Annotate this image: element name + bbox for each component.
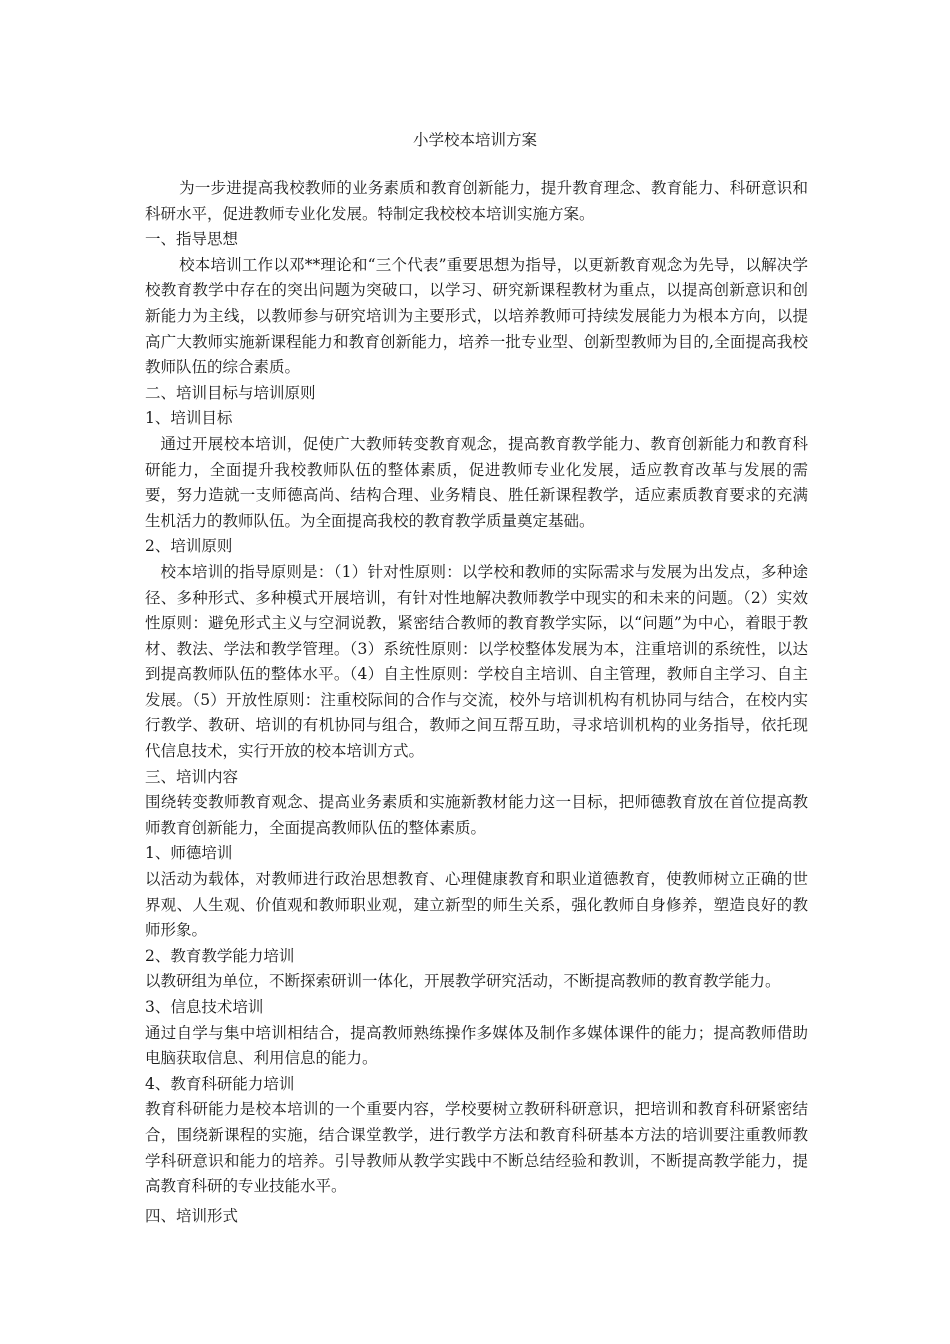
section-3-4-heading: 4、教育科研能力培训 [145,1074,295,1093]
section-3-4-text: 教育科研能力是校本培训的一个重要内容，学校要树立教研科研意识，把培训和教育科研紧密结合，围绕新课程的实施，结合课堂教学，进行教学方法和教育科研基本方法的培训要注重教师教学科研意识和能力的培养。引导教师从教学实践中不断总结经验和教训，不断提高教学能力，提高教育科研的专业技能水平。 [145,1100,808,1196]
section-2-2-heading: 2、培训原则 [145,537,233,556]
document-title: 小学校本培训方案 [412,131,537,149]
section-3-2-text: 以教研组为单位，不断探索研训一体化，开展教学研究活动，不断提高教师的教育教学能力。 [145,972,781,991]
section-3-3-text: 通过自学与集中培训相结合，提高教师熟练操作多媒体及制作多媒体课件的能力；提高教师借助电脑获取信息、利用信息的能力。 [145,1023,808,1068]
section-3-1-heading: 1、师德培训 [145,844,233,863]
intro-paragraph: 为一步进提高我校教师的业务素质和教育创新能力，提升教育理念、教育能力、科研意识和科研水平，促进教师专业化发展。特制定我校校本培训实施方案。 [145,179,808,223]
section-4-heading: 四、培训形式 [145,1206,239,1225]
section-2-1-heading: 1、培训目标 [145,409,233,428]
section-3-3-heading: 3、信息技术培训 [145,998,264,1016]
section-3-text: 围绕转变教师教育观念、提高业务素质和实施新教材能力这一目标，把师德教育放在首位提高教师教育创新能力，全面提高教师队伍的整体素质。 [145,793,808,837]
section-2-1-text: 通过开展校本培训，促使广大教师转变教育观念，提高教育教学能力、教育创新能力和教育科研能力，全面提升我校教师队伍的整体素质，促进教师专业化发展，适应教育改革与发展的需要，努力造就一支师德高尚、结构合理、业务精良、胜任新课程教学，适应素质教育要求的充满生机活力的教师队伍。为全面提高我校的教育教学质量奠定基础。 [145,434,808,530]
section-3-1-text: 以活动为载体，对教师进行政治思想教育、心理健康教育和职业道德教育，使教师树立正确的世界观、人生观、价值观和教师职业观，建立新型的师生关系，强化教师自身修养，塑造良好的教师形象。 [145,870,808,940]
section-1-text: 校本培训工作以邓**理论和“三个代表”重要思想为指导，以更新教育观念为先导，以解决学校教育教学中存在的突出问题为突破口，以学习、研究新课程教材为重点，以提高创新意识和创新能力为主线，以教师参与研究培训为主要形式，以培养教师可持续发展能力为根本方向，以提高广大教师实施新课程能力和教育创新能力，培养一批专业型、创新型教师为目的,全面提高我校教师队伍的综合素质。 [145,255,808,377]
section-3-heading: 三、培训内容 [145,767,239,786]
section-3-2-heading: 2、教育教学能力培训 [145,946,295,965]
section-2-heading: 二、培训目标与培训原则 [145,383,316,402]
section-1-heading: 一、指导思想 [145,230,239,249]
document-body [145,176,808,1229]
section-2-2-text: 校本培训的指导原则是：（1）针对性原则：以学校和教师的实际需求与发展为出发点，多种途径、多种形式、多种模式开展培训，有针对性地解决教师教学中现实的和未来的问题。（2）实效性原则：避免形式主义与空洞说教，紧密结合教师的教育教学实际，以“问题”为中心，着眼于教材、教法、学法和教学管理。（3）系统性原则：以学校整体发展为本，注重培训的系统性，以达到提高教师队伍的整体水平。（4）自主性原则：学校自主培训、自主管理，教师自主学习、自主发展。（5）开放性原则：注重校际间的合作与交流，校外与培训机构有机协同与结合，在校内实行教学、教研、培训的有机协同与组合，教师之间互帮互助，寻求培训机构的业务指导，依托现代信息技术，实行开放的校本培训方式。 [145,562,808,761]
